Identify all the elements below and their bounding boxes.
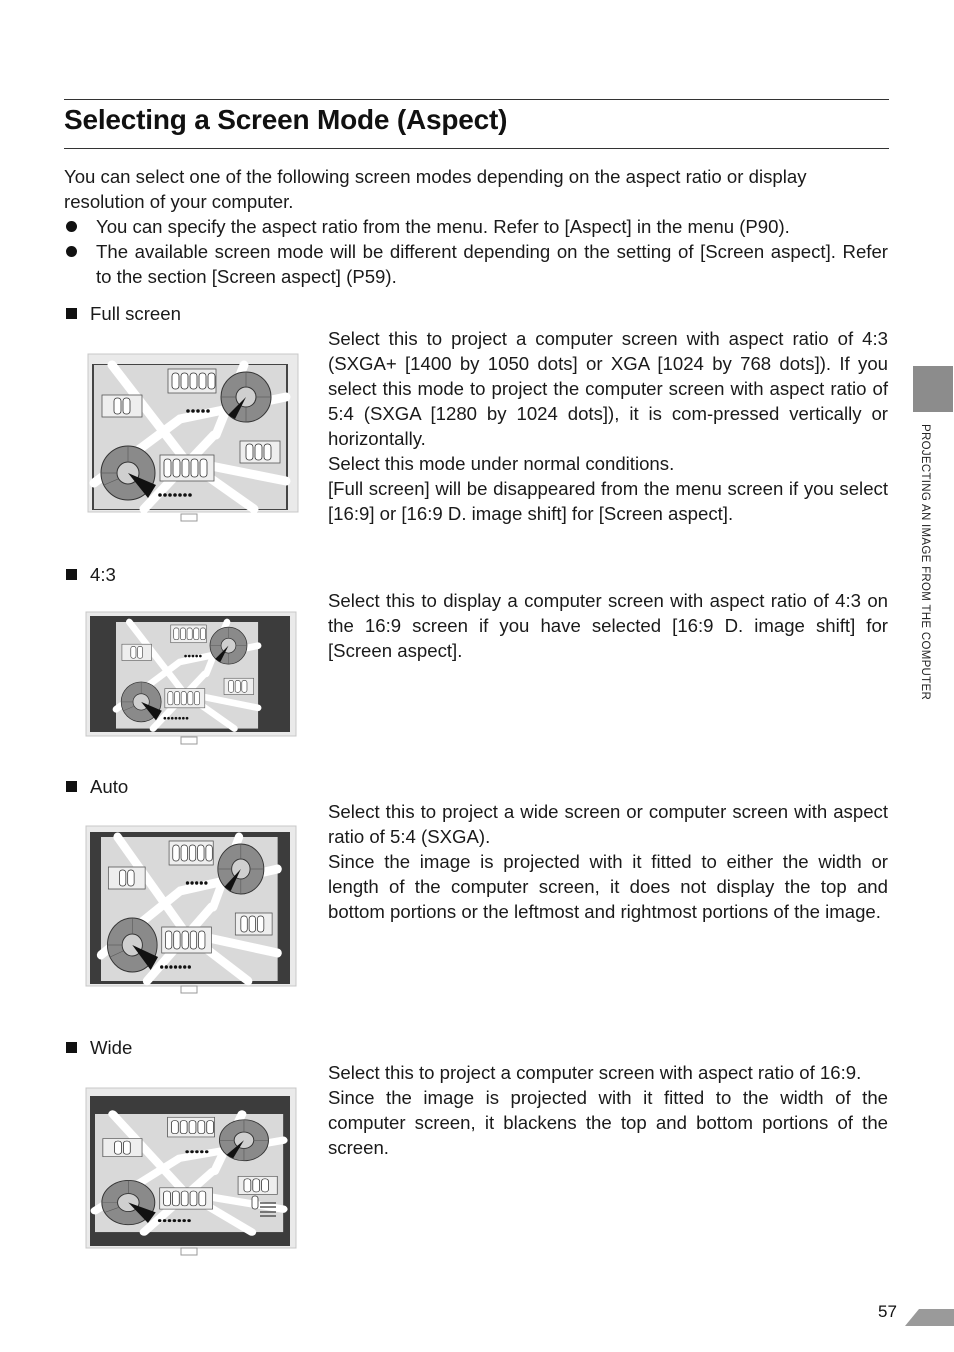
full-screen-illustration xyxy=(80,346,306,528)
bullet-dot-icon xyxy=(66,221,77,232)
section-heading-4-3: 4:3 xyxy=(66,562,116,587)
top-rule xyxy=(64,99,889,100)
section-heading-wide: Wide xyxy=(66,1035,132,1060)
section-text-auto: Select this to project a wide screen or computer screen with aspect ratio of 5:4 (SXGA). Since the image is projected with it fitted to either the width or length of the computer screen, it does not display the top and bottom portions or the leftmost and rightmost portions of the image. xyxy=(328,801,888,922)
section-text-full-screen: Select this to project a computer screen with aspect ratio of 4:3 (SXGA+ [1400 by 1050 dots] or XGA [1024 by 768 dots]). If you select this mode to project the computer screen with aspect ratio of 5:4 (SXGA [1280 by 1024 dots]), it is com-pressed vertically or horizontally. Select this mode under normal conditions. [Full screen] will be disappeared from the menu screen if you select [16:9] or [16:9 D. image shift] for [Screen aspect]. xyxy=(328,328,888,524)
page-corner-tab xyxy=(905,1309,954,1326)
bullet-dot-icon xyxy=(66,246,77,257)
section-heading-full-screen: Full screen xyxy=(66,301,181,326)
aspect-4-3-illustration xyxy=(80,606,306,746)
wide-illustration xyxy=(80,1082,306,1258)
chapter-label: PROJECTING AN IMAGE FROM THE COMPUTER xyxy=(919,424,931,701)
chapter-tab xyxy=(913,366,953,412)
auto-illustration xyxy=(80,820,306,1000)
square-bullet-icon xyxy=(66,1042,77,1053)
note-list xyxy=(64,214,888,289)
title-underline xyxy=(64,148,889,149)
page-title: Selecting a Screen Mode (Aspect) xyxy=(64,104,508,135)
square-bullet-icon xyxy=(66,308,77,319)
square-bullet-icon xyxy=(66,781,77,792)
square-bullet-icon xyxy=(66,569,77,580)
intro-text: You can select one of the following screen modes depending on the aspect ratio or display resolution of your computer. xyxy=(64,166,807,212)
section-text-wide: Select this to project a computer screen with aspect ratio of 16:9. Since the image is projected with it fitted to the width of the computer screen, it blackens the top and bottom portions of the screen. xyxy=(328,1062,888,1158)
page-number: 57 xyxy=(878,1302,897,1321)
note-item: You can specify the aspect ratio from the menu. Refer to [Aspect] in the menu (P90). xyxy=(64,214,888,239)
section-text-4-3: Select this to display a computer screen with aspect ratio of 4:3 on the 16:9 screen if you have selected [16:9 D. image shift] for [Screen aspect]. xyxy=(328,590,888,661)
section-heading-auto: Auto xyxy=(66,774,128,799)
note-item: The available screen mode will be different depending on the setting of [Screen aspect]. Refer to the section [Screen aspect] (P59). xyxy=(64,239,888,289)
